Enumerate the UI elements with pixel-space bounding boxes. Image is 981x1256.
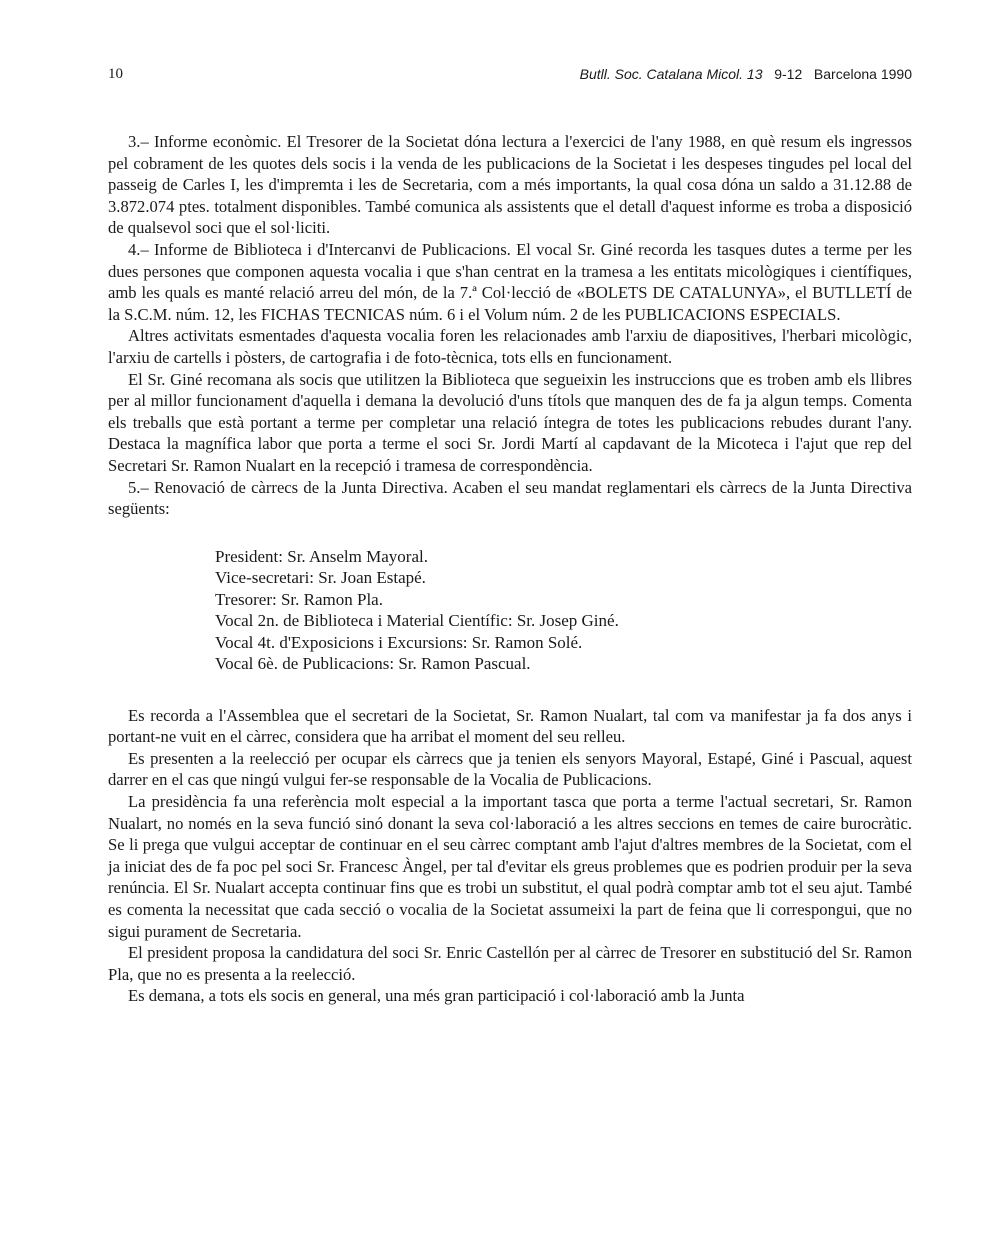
paragraph-secretari-relleu: Es recorda a l'Assemblea que el secretari de la Societat, Sr. Ramon Nualart, tal com va manifestar ja fa dos anys i portant-ne vuit en el càrrec, considera que ha arribat el moment del seu relleu. xyxy=(108,705,912,747)
paragraph-recomanacio-gine: El Sr. Giné recomana als socis que utilitzen la Biblioteca que segueixin les instruccions que es troben amb els llibres per al millor funcionament d'aquella i demana la devolució d'uns títols que manquen des de fa ja algun temps. Comenta els treballs que està portant a terme per completar una relació íntegra de totes les publicacions rebudes durant l'any. Destaca la magnífica labor que porta a terme el soci Sr. Jordi Martí al capdavant de la Micoteca i l'ajut que rep del Secretari Sr. Ramon Nualart en la recepció i tramesa de correspondència. xyxy=(108,369,912,475)
journal-issue-place-year: 9-12 Barcelona 1990 xyxy=(774,66,912,82)
officer-vice-secretari: Vice-secretari: Sr. Joan Estapé. xyxy=(215,568,426,588)
paragraph-informe-economic: 3.– Informe econòmic. El Tresorer de la Societat dóna lectura a l'exercici de l'any 1988, en què resum els ingressos pel cobrament de les quotes dels socis i la venda de les publicacions de la Societat i les despeses tingudes pel local del passeig de Carles I, les d'impremta i les de Secretaria, com a més importants, la qual cosa dóna un saldo a 31.12.88 de 3.872.074 ptes. totalment disponibles. També comunica als assistents que el detall d'aquest informe es troba a disposició de qualsevol soci que el sol·liciti. xyxy=(108,132,912,238)
paragraph-renovacio-carrecs: 5.– Renovació de càrrecs de la Junta Directiva. Acaben el seu mandat reglamentari els càrrecs de la Junta Directiva següents: xyxy=(108,477,912,519)
journal-title: Butll. Soc. Catalana Micol. 13 xyxy=(579,66,763,82)
paragraph-participacio: Es demana, a tots els socis en general, una més gran participació i col·laboració amb la Junta xyxy=(128,986,745,1006)
officer-tresorer: Tresorer: Sr. Ramon Pla. xyxy=(215,589,383,609)
paragraph-presidencia: La presidència fa una referència molt especial a la important tasca que porta a terme l'actual secretari, Sr. Ramon Nualart, no només en la seva funció sinó donant la seva col·laboració a les altres seccions en temes de caire burocràtic. Se li prega que vulgui acceptar de continuar en el seu càrrec comptant amb l'ajut d'altres membres de la Societat, com el ja iniciat des de fa poc pel soci Sr. Francesc Àngel, per tal d'evitar els greus problemes que es podrien produir per la seva renúncia. El Sr. Nualart accepta continuar fins que es trobi un substitut, el qual podrà comptar amb tot el seu ajut. També es comenta la necessitat que cada secció o vocalia de la Societat assumeixi la part de feina que li correspongui, que no sigui purament de Secretaria. xyxy=(108,792,912,941)
officer-vocal-publicacions: Vocal 6è. de Publicacions: Sr. Ramon Pascual. xyxy=(215,654,531,674)
running-header xyxy=(108,66,912,88)
journal-reference xyxy=(580,66,912,84)
paragraph-informe-biblioteca: 4.– Informe de Biblioteca i d'Intercanvi de Publicacions. El vocal Sr. Giné recorda les tasques dutes a terme per les dues persones que componen aquesta vocalia i que s'han centrat en la tramesa a les entitats micològiques i científiques, amb les quals es manté relació arreu del món, de la 7.ª Col·lecció de «BOLETS DE CATALUNYA», el BUTLLETÍ de la S.C.M. núm. 12, les FICHAS TECNICAS núm. 6 i el Volum núm. 2 de les PUBLICACIONS ESPECIALS. xyxy=(108,239,912,324)
paragraph-candidatura-tresorer: El president proposa la candidatura del soci Sr. Enric Castellón per al càrrec de Tresorer en substitució del Sr. Ramon Pla, que no es presenta a la reelecció. xyxy=(108,943,912,984)
officer-president: President: Sr. Anselm Mayoral. xyxy=(215,546,428,566)
paragraph-reeleccio: Es presenten a la reelecció per ocupar els càrrecs que ja tenien els senyors Mayoral, Estapé, Giné i Pascual, aquest darrer en el cas que ningú vulgui fer-se responsable de la Vocalia de Publicacions. xyxy=(108,748,912,790)
officer-vocal-biblioteca: Vocal 2n. de Biblioteca i Material Científic: Sr. Josep Giné. xyxy=(215,611,619,631)
officer-vocal-exposicions: Vocal 4t. d'Exposicions i Excursions: Sr. Ramon Solé. xyxy=(215,632,583,652)
page-number: 10 xyxy=(108,66,123,82)
article-body xyxy=(108,131,912,1007)
officers-list xyxy=(215,546,912,675)
paragraph-altres-activitats: Altres activitats esmentades d'aquesta vocalia foren les relacionades amb l'arxiu de diapositives, l'herbari micològic, l'arxiu de cartells i pòsters, de cartografia i de foto-tècnica, tots ells en funcionament. xyxy=(108,326,912,367)
